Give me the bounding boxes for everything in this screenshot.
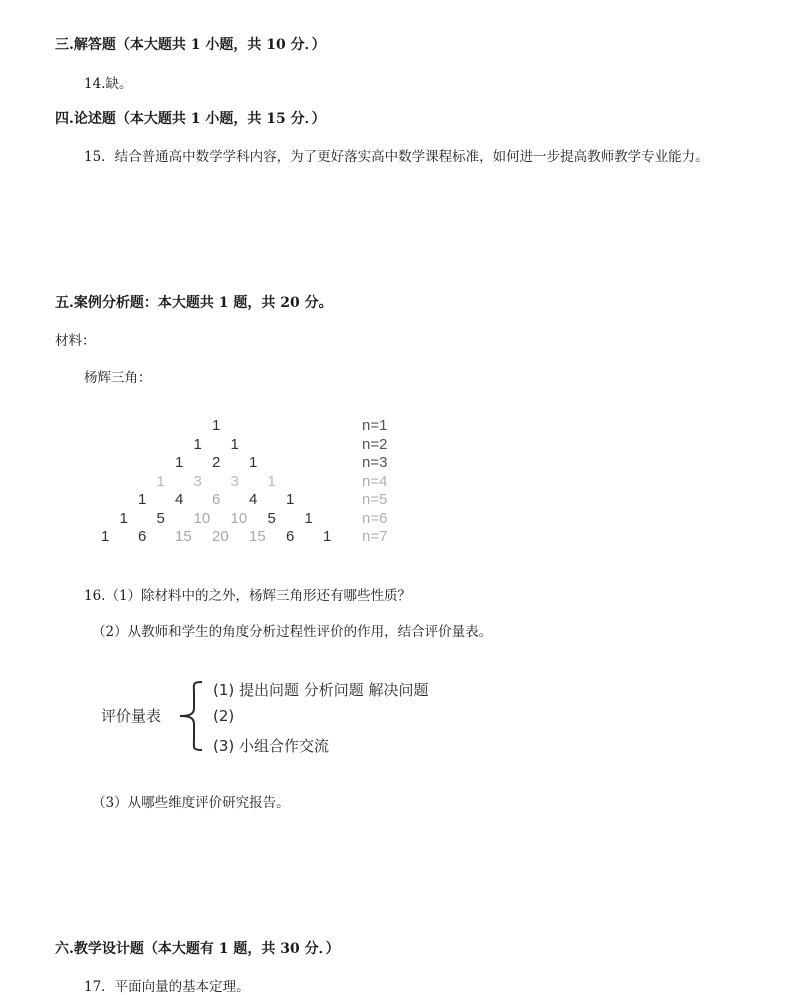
evaluation-brace <box>176 680 206 752</box>
triangle-row-label: n=3 <box>362 454 388 471</box>
triangle-cell: 10 <box>230 509 248 527</box>
triangle-cell: 1 <box>119 509 128 527</box>
triangle-cell: 5 <box>156 509 165 527</box>
triangle-cell: 10 <box>193 509 211 527</box>
evaluation-table-label: 评价量表 <box>101 707 162 725</box>
triangle-cell: 15 <box>249 528 266 545</box>
triangle-cell: 1 <box>304 509 313 527</box>
section-3-heading: 三.解答题（本大题共 1 小题，共 10 分．） <box>55 37 326 53</box>
triangle-row-label: n=1 <box>362 417 388 434</box>
triangle-row-label: n=7 <box>362 528 388 545</box>
triangle-cell: 1 <box>230 435 239 453</box>
question-16-1: 16.（1）除材料中的之外，杨辉三角形还有哪些性质？ <box>84 588 412 604</box>
triangle-row-label: n=2 <box>362 435 388 453</box>
triangle-cell: 2 <box>212 454 221 471</box>
triangle-cell: 5 <box>267 509 276 527</box>
triangle-cell: 1 <box>212 417 221 434</box>
triangle-row-label: n=5 <box>362 491 388 508</box>
triangle-cell: 3 <box>230 472 239 490</box>
triangle-cell: 4 <box>175 491 184 508</box>
triangle-cell: 1 <box>138 491 147 508</box>
question-17: 17．平面向量的基本定理。 <box>84 979 250 995</box>
material-label: 材料： <box>55 333 96 349</box>
triangle-cell: 1 <box>286 491 295 508</box>
triangle-cell: 20 <box>212 528 229 545</box>
section-5-heading: 五.案例分析题：本大题共 1 题，共 20 分。 <box>55 295 333 311</box>
triangle-cell: 1 <box>267 472 276 490</box>
evaluation-item-2: (2) <box>213 707 235 725</box>
triangle-cell: 6 <box>286 528 295 545</box>
triangle-cell: 3 <box>193 472 202 490</box>
triangle-cell: 1 <box>101 528 110 545</box>
triangle-row-label: n=4 <box>362 472 388 490</box>
triangle-cell: 6 <box>138 528 147 545</box>
triangle-row-label: n=6 <box>362 509 388 527</box>
section-4-heading: 四.论述题（本大题共 1 小题，共 15 分．） <box>55 111 326 127</box>
question-15: 15．结合普通高中数学学科内容，为了更好落实高中数学课程标准，如何进一步提高教师教学专业能力。 <box>84 149 709 165</box>
triangle-cell: 1 <box>193 435 202 453</box>
triangle-cell: 15 <box>175 528 192 545</box>
triangle-cell: 1 <box>323 528 332 545</box>
question-14: 14.缺。 <box>84 76 133 92</box>
evaluation-item-3: (3) 小组合作交流 <box>213 737 330 755</box>
triangle-title: 杨辉三角： <box>84 370 152 386</box>
triangle-cell: 1 <box>156 472 165 490</box>
triangle-cell: 4 <box>249 491 258 508</box>
section-6-heading: 六.教学设计题（本大题有 1 题，共 30 分．） <box>55 941 340 957</box>
question-16-3: （3）从哪些维度评价研究报告。 <box>92 795 290 811</box>
triangle-cell: 1 <box>175 454 184 471</box>
triangle-cell: 6 <box>212 491 221 508</box>
triangle-cell: 1 <box>249 454 258 471</box>
evaluation-item-1: (1) 提出问题 分析问题 解决问题 <box>213 681 429 699</box>
question-16-2: （2）从教师和学生的角度分析过程性评价的作用，结合评价量表。 <box>92 624 493 640</box>
